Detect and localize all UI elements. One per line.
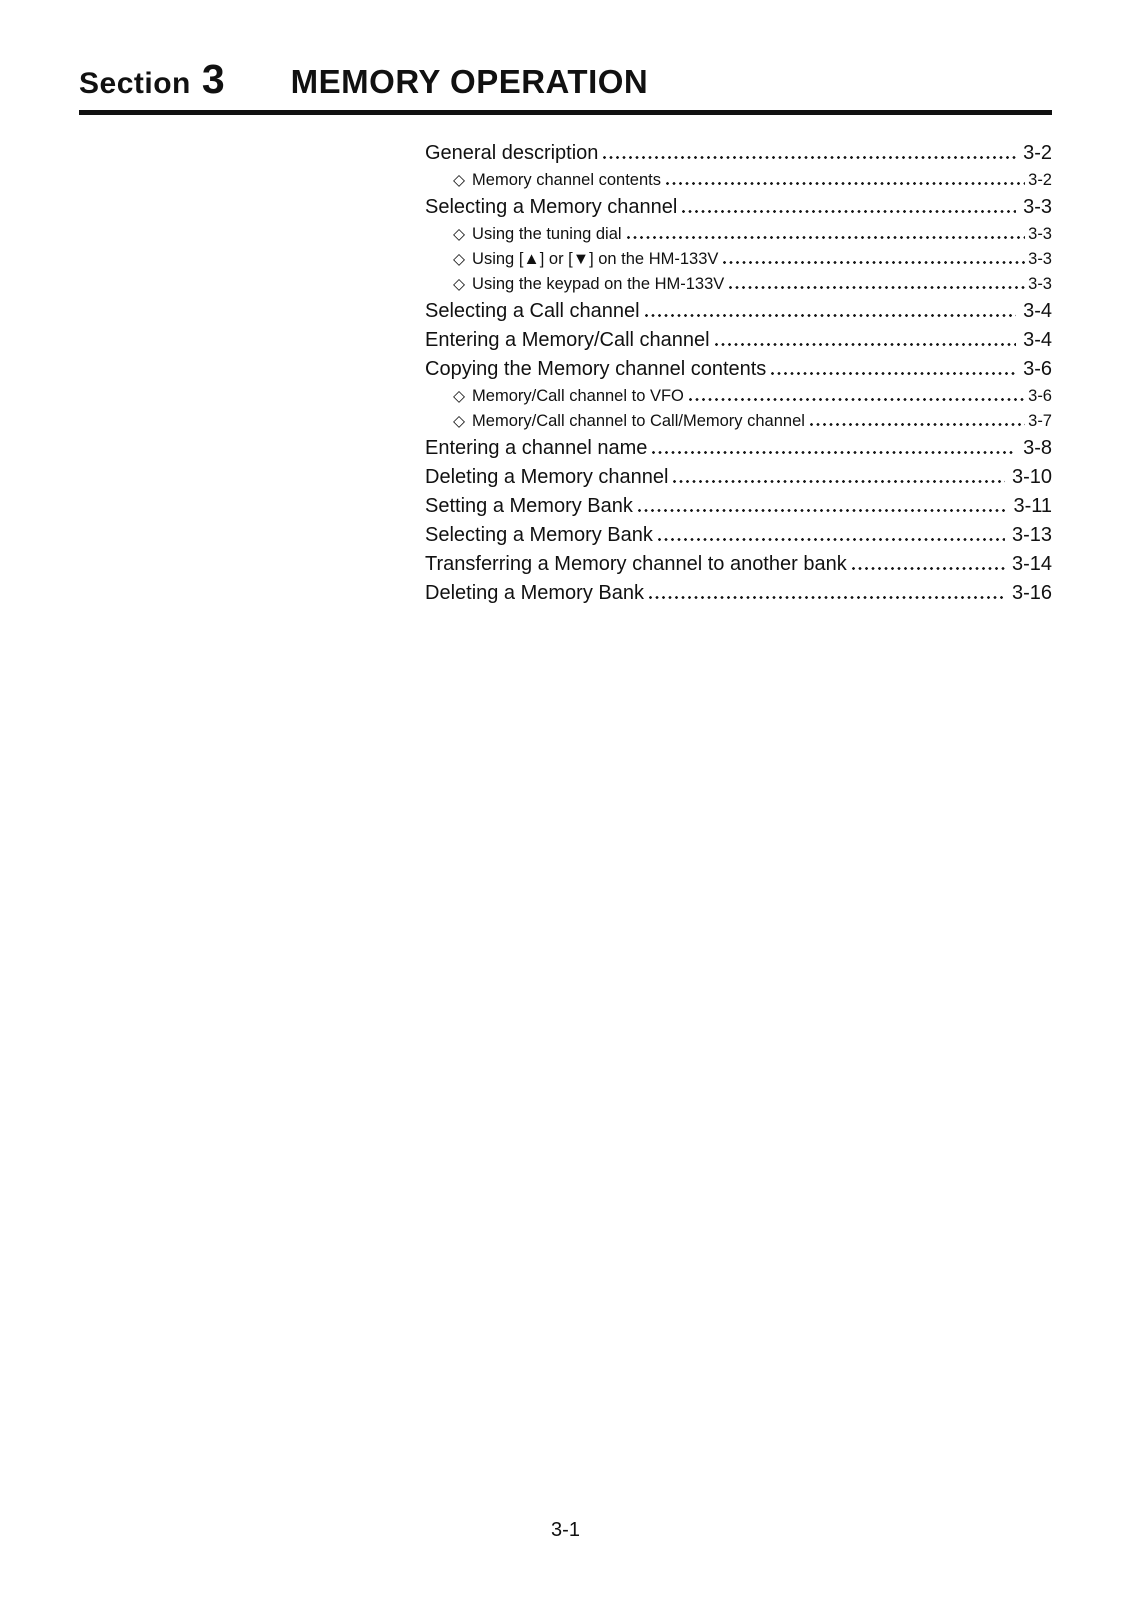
- toc-entry: [425, 193, 1052, 222]
- toc-entry: [425, 297, 1052, 326]
- toc-entry: [425, 222, 1052, 247]
- toc-entry-label: Memory/Call channel to VFO: [472, 387, 684, 405]
- toc-entry-page: 3-10: [1011, 466, 1052, 488]
- toc-entry-page: 3-8: [1023, 437, 1052, 459]
- section-number: 3: [201, 56, 225, 102]
- toc-entry-label: Copying the Memory channel contents: [425, 358, 767, 380]
- toc-entry-page: 3-2: [1023, 142, 1052, 164]
- toc-entry-page: 3-11: [1013, 495, 1052, 517]
- toc-entry-label: Using [▲] or [▼] on the HM-133V: [472, 250, 719, 268]
- toc-entry: [425, 272, 1052, 297]
- dot-leader: [715, 343, 1017, 346]
- diamond-icon: ◇: [453, 413, 466, 430]
- header-rule: [79, 110, 1052, 115]
- toc-entry: [425, 384, 1052, 409]
- toc-entry-label: Transferring a Memory channel to another bank: [425, 553, 847, 575]
- toc-entry-label: Using the tuning dial: [472, 225, 622, 243]
- toc-entry: [425, 326, 1052, 355]
- toc-entry: [425, 579, 1052, 608]
- toc-entry: [425, 168, 1052, 193]
- toc-entry: [425, 463, 1052, 492]
- diamond-icon: ◇: [453, 172, 466, 189]
- toc-entry-page: 3-7: [1028, 412, 1052, 430]
- dot-leader: [723, 261, 1025, 264]
- toc-entry-page: 3-13: [1011, 524, 1052, 546]
- toc-entry-page: 3-2: [1028, 171, 1052, 189]
- diamond-icon: ◇: [453, 388, 466, 405]
- page-footer: [79, 1519, 1052, 1542]
- toc-entry-page: 3-3: [1028, 275, 1052, 293]
- dot-leader: [771, 372, 1016, 375]
- toc-entry: [425, 521, 1052, 550]
- toc-entry-page: 3-3: [1028, 225, 1052, 243]
- toc-entry-label: Selecting a Memory Bank: [425, 524, 653, 546]
- dot-leader: [638, 509, 1007, 512]
- dot-leader: [810, 423, 1025, 426]
- diamond-icon: ◇: [453, 251, 466, 268]
- section-label: Section: [79, 67, 191, 100]
- toc-entry: [425, 492, 1052, 521]
- page-number: 3-1: [551, 1519, 580, 1541]
- dot-leader: [627, 236, 1026, 239]
- toc-entry-label: Memory channel contents: [472, 171, 661, 189]
- toc-entry: [425, 550, 1052, 579]
- toc-entry-label: Setting a Memory Bank: [425, 495, 633, 517]
- toc-entry: [425, 409, 1052, 434]
- dot-leader: [729, 286, 1025, 289]
- dot-leader: [689, 398, 1025, 401]
- diamond-icon: ◇: [453, 276, 466, 293]
- toc-entry: [425, 139, 1052, 168]
- toc-entry-label: Deleting a Memory channel: [425, 466, 669, 488]
- toc-entry-label: Entering a Memory/Call channel: [425, 329, 710, 351]
- toc-entry-label: Memory/Call channel to Call/Memory channel: [472, 412, 805, 430]
- dot-leader: [603, 156, 1016, 159]
- toc-entry-label: Selecting a Call channel: [425, 300, 640, 322]
- toc-entry-label: General description: [425, 142, 599, 164]
- dot-leader: [649, 596, 1005, 599]
- toc-entry-page: 3-3: [1028, 250, 1052, 268]
- dot-leader: [852, 567, 1005, 570]
- dot-leader: [645, 314, 1017, 317]
- dot-leader: [682, 210, 1016, 213]
- toc-entry-label: Selecting a Memory channel: [425, 196, 678, 218]
- toc-entry-label: Entering a channel name: [425, 437, 648, 459]
- toc-entry-page: 3-6: [1023, 358, 1052, 380]
- toc-entry: [425, 434, 1052, 463]
- dot-leader: [666, 182, 1025, 185]
- page-title: MEMORY OPERATION: [290, 63, 649, 100]
- dot-leader: [652, 451, 1016, 454]
- diamond-icon: ◇: [453, 226, 466, 243]
- section-header: [79, 56, 1052, 103]
- toc-entry-page: 3-3: [1023, 196, 1052, 218]
- toc-entry-page: 3-14: [1011, 553, 1052, 575]
- toc-entry-page: 3-6: [1028, 387, 1052, 405]
- toc-entry-page: 3-16: [1011, 582, 1052, 604]
- dot-leader: [673, 480, 1005, 483]
- toc-entry: [425, 355, 1052, 384]
- dot-leader: [658, 538, 1005, 541]
- toc-entry-page: 3-4: [1023, 329, 1052, 351]
- toc-list: [425, 139, 1052, 608]
- toc-entry-page: 3-4: [1023, 300, 1052, 322]
- toc-entry: [425, 247, 1052, 272]
- toc-entry-label: Using the keypad on the HM-133V: [472, 275, 725, 293]
- toc-entry-label: Deleting a Memory Bank: [425, 582, 644, 604]
